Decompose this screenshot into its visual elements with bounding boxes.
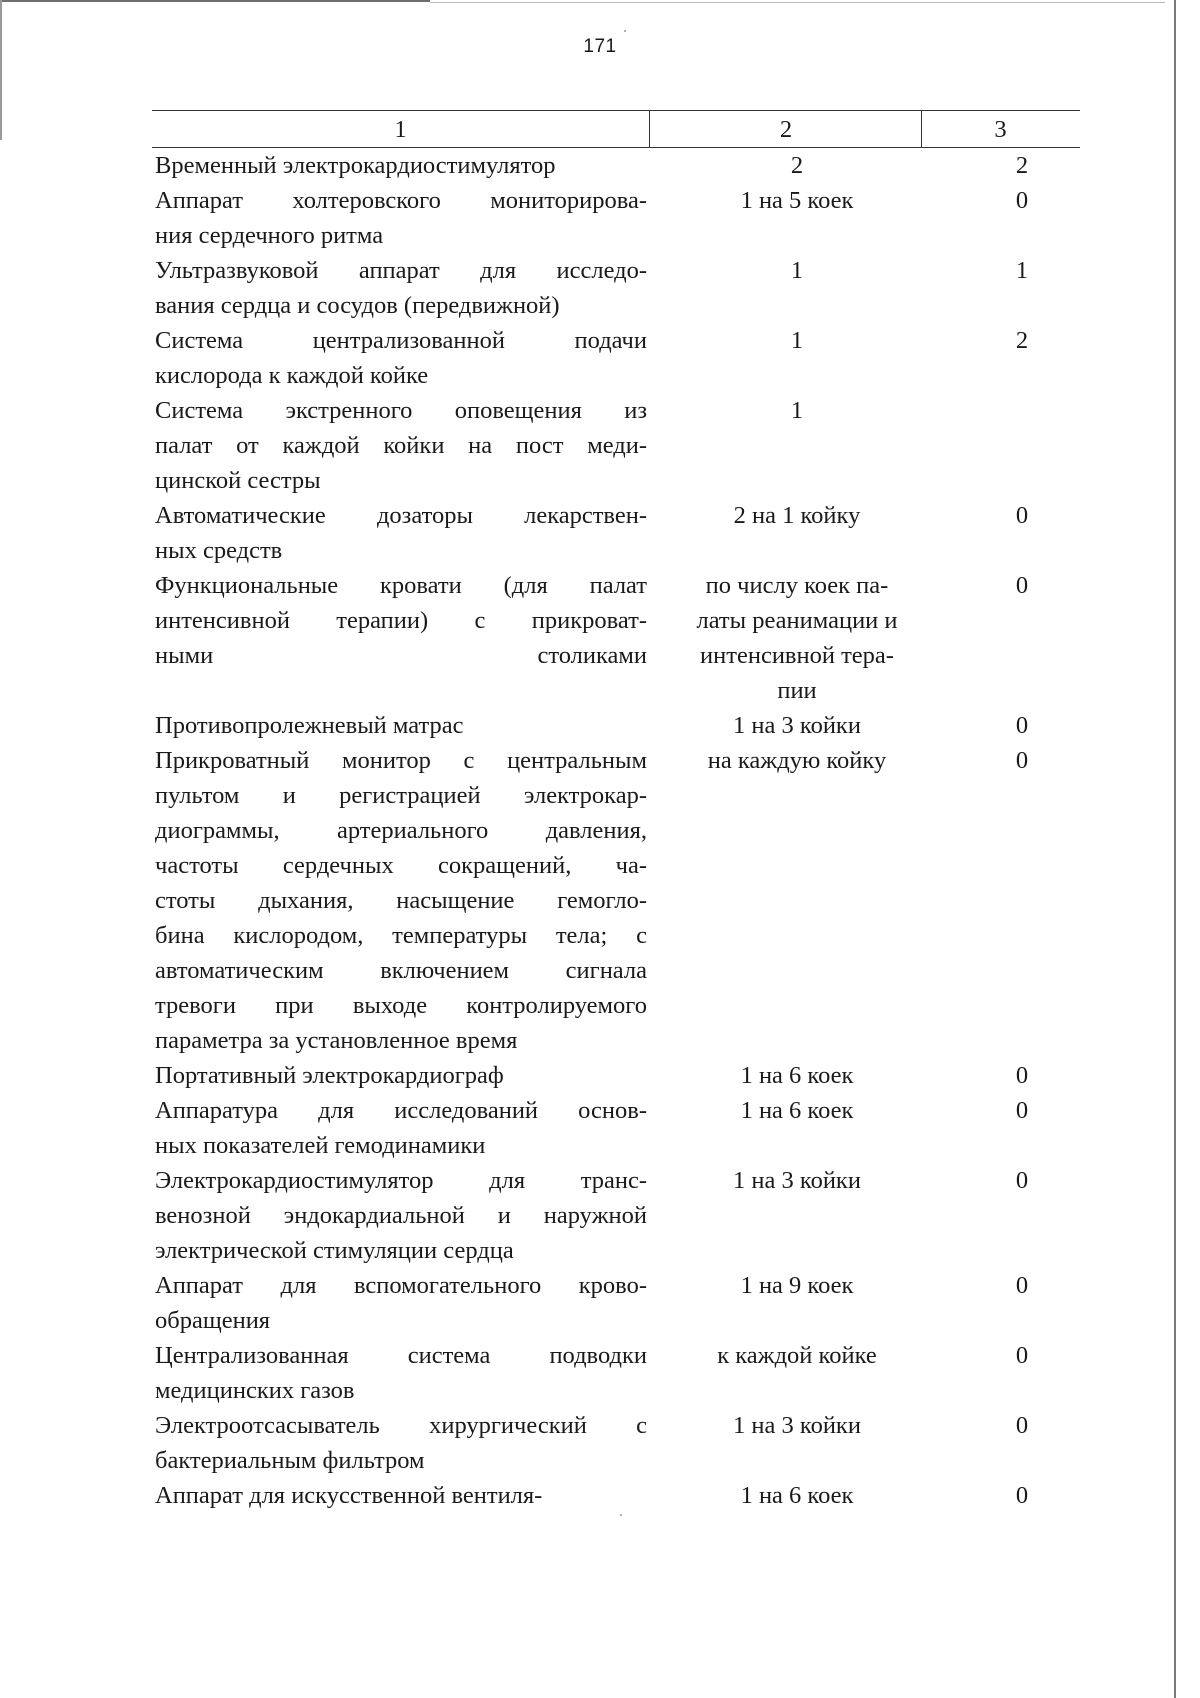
value-cell: 0 bbox=[1015, 1097, 1029, 1124]
table-header-row bbox=[152, 110, 1080, 148]
standard-cell: 2 bbox=[790, 152, 804, 179]
equipment-name-line: палат от каждой койки на пост меди- bbox=[155, 432, 647, 459]
standard-line: латы реанимации и bbox=[696, 607, 898, 634]
standard-cell: 1 на 3 койки bbox=[733, 712, 861, 739]
equipment-name-line: бактериальным фильтром bbox=[155, 1447, 425, 1474]
standard-cell: 1 bbox=[790, 327, 804, 354]
standard-cell: 2 на 1 койку bbox=[733, 502, 861, 529]
table-row bbox=[155, 1058, 1080, 1093]
table-row bbox=[155, 1478, 1080, 1513]
value-cell: 0 bbox=[1015, 747, 1029, 774]
standard-cell: 1 на 6 коек bbox=[740, 1062, 854, 1089]
table-row bbox=[155, 148, 1080, 183]
equipment-name-line bbox=[155, 673, 647, 708]
value-cell: 2 bbox=[1015, 327, 1029, 354]
equipment-name-line: цинской сестры bbox=[155, 467, 321, 494]
equipment-name-line: Электроотсасыватель хирургический с bbox=[155, 1412, 647, 1439]
table-row bbox=[155, 1163, 1080, 1268]
standard-cell: 1 bbox=[790, 397, 804, 424]
value-cell: 0 bbox=[1015, 502, 1029, 529]
standard-cell: 1 на 6 коек bbox=[740, 1482, 854, 1509]
equipment-name-line: Аппарат холтеровского мониторирова- bbox=[155, 187, 647, 214]
standard-cell: 1 на 9 коек bbox=[740, 1272, 854, 1299]
equipment-name-line: параметра за установленное время bbox=[155, 1027, 518, 1054]
value-cell: 0 bbox=[1015, 1062, 1029, 1089]
table-body bbox=[155, 148, 1080, 1513]
equipment-name-line: обращения bbox=[155, 1307, 271, 1334]
table-row bbox=[155, 498, 1080, 568]
standard-line: пии bbox=[777, 677, 817, 704]
equipment-name-cell bbox=[155, 1268, 647, 1338]
table-row bbox=[155, 708, 1080, 743]
scan-speck bbox=[620, 1514, 622, 1516]
standard-cell: 1 bbox=[790, 257, 804, 284]
equipment-name-line: электрической стимуляции сердца bbox=[155, 1237, 514, 1264]
table-row bbox=[155, 743, 1080, 1058]
table-row bbox=[155, 1093, 1080, 1163]
equipment-name-line: Централизованная система подводки bbox=[155, 1342, 647, 1369]
equipment-name-line: кислорода к каждой койке bbox=[155, 362, 429, 389]
equipment-name-cell bbox=[155, 1408, 647, 1478]
equipment-name-cell bbox=[155, 1058, 647, 1093]
equipment-name-line: Автоматические дозаторы лекарствен- bbox=[155, 502, 647, 529]
equipment-name-cell bbox=[155, 1338, 647, 1408]
equipment-name-cell bbox=[155, 323, 647, 393]
equipment-name-line: стоты дыхания, насыщение гемогло- bbox=[155, 887, 647, 914]
value-cell: 0 bbox=[1015, 1412, 1029, 1439]
equipment-name-cell bbox=[155, 148, 647, 183]
equipment-name-line: Система экстренного оповещения из bbox=[155, 397, 647, 424]
equipment-name-cell bbox=[155, 1478, 647, 1513]
table-row bbox=[155, 1338, 1080, 1408]
value-cell: 0 bbox=[1015, 1272, 1029, 1299]
scan-edge-top-faint bbox=[430, 2, 1165, 3]
value-cell: 0 bbox=[1015, 1342, 1029, 1369]
table-row bbox=[155, 1268, 1080, 1338]
table-row bbox=[155, 568, 1080, 708]
equipment-name-cell bbox=[155, 393, 647, 498]
equipment-name-cell bbox=[155, 498, 647, 568]
standard-cell: 1 на 3 койки bbox=[733, 1167, 861, 1194]
table-row bbox=[155, 1408, 1080, 1478]
equipment-name-line: Система централизованной подачи bbox=[155, 327, 647, 354]
scan-edge-right bbox=[1174, 0, 1176, 1698]
standard-line: по числу коек па- bbox=[705, 572, 889, 599]
scan-edge-left bbox=[0, 0, 2, 140]
equipment-name-line: венозной эндокардиальной и наружной bbox=[155, 1202, 647, 1229]
equipment-name-cell bbox=[155, 743, 647, 1058]
equipment-name-cell bbox=[155, 1093, 647, 1163]
standard-cell: 1 на 3 койки bbox=[733, 1412, 861, 1439]
equipment-name-line: Аппарат для искусственной вентиля- bbox=[155, 1482, 543, 1509]
standard-line: интенсивной тера- bbox=[700, 642, 894, 669]
equipment-name-line: Временный электрокардиостимулятор bbox=[155, 152, 556, 179]
equipment-name-line: Портативный электрокардиограф bbox=[155, 1062, 504, 1089]
equipment-name-line: тревоги при выходе контролируемого bbox=[155, 992, 647, 1019]
standard-cell: 1 на 6 коек bbox=[740, 1097, 854, 1124]
equipment-name-line: Прикроватный монитор с центральным bbox=[155, 747, 647, 774]
equipment-name-line: интенсивной терапии) с прикроват- bbox=[155, 607, 647, 634]
equipment-name-line: Аппарат для вспомогательного крово- bbox=[155, 1272, 647, 1299]
equipment-name-cell bbox=[155, 183, 647, 253]
table-row bbox=[155, 253, 1080, 323]
value-cell: 0 bbox=[1015, 712, 1029, 739]
equipment-table bbox=[155, 110, 1080, 1513]
equipment-name-cell bbox=[155, 708, 647, 743]
page-number: 171 bbox=[583, 36, 617, 57]
equipment-name-line: ния сердечного ритма bbox=[155, 222, 384, 249]
equipment-name-line: Противопролежневый матрас bbox=[155, 712, 464, 739]
equipment-name-line: автоматическим включением сигнала bbox=[155, 957, 647, 984]
standard-cell: 1 на 5 коек bbox=[740, 187, 854, 214]
table-row bbox=[155, 323, 1080, 393]
equipment-name-line: диограммы, артериального давления, bbox=[155, 817, 647, 844]
equipment-name-cell bbox=[155, 1163, 647, 1268]
table-row bbox=[155, 183, 1080, 253]
equipment-name-line: медицинских газов bbox=[155, 1377, 355, 1404]
equipment-name-line: пультом и регистрацией электрокар- bbox=[155, 782, 647, 809]
standard-cell bbox=[647, 568, 947, 708]
value-cell: 0 bbox=[1015, 572, 1029, 599]
value-cell: 0 bbox=[1015, 187, 1029, 214]
equipment-name-line: бина кислородом, температуры тела; с bbox=[155, 922, 647, 949]
standard-cell: на каждую койку bbox=[707, 747, 887, 774]
value-cell: 0 bbox=[1015, 1482, 1029, 1509]
value-cell: 2 bbox=[1015, 152, 1029, 179]
equipment-name-line: ными столиками bbox=[155, 642, 647, 669]
value-cell: 1 bbox=[1015, 257, 1029, 284]
equipment-name-line: частоты сердечных сокращений, ча- bbox=[155, 852, 647, 879]
equipment-name-line: вания сердца и сосудов (передвижной) bbox=[155, 292, 560, 319]
equipment-name-cell bbox=[155, 568, 647, 708]
equipment-name-line: ных показателей гемодинамики bbox=[155, 1132, 486, 1159]
standard-cell: к каждой койке bbox=[717, 1342, 877, 1369]
table-row bbox=[155, 393, 1080, 498]
equipment-name-line: Ультразвуковой аппарат для исследо- bbox=[155, 257, 647, 284]
scan-edge-top bbox=[0, 0, 430, 2]
equipment-name-cell bbox=[155, 253, 647, 323]
equipment-name-line: Аппаратура для исследований основ- bbox=[155, 1097, 647, 1124]
column-header-2: 2 bbox=[651, 111, 922, 147]
column-header-3: 3 bbox=[994, 116, 1007, 143]
scan-speck bbox=[624, 30, 626, 32]
equipment-name-line: Функциональные кровати (для палат bbox=[155, 572, 647, 599]
equipment-name-line: ных средств bbox=[155, 537, 283, 564]
equipment-name-line: Электрокардиостимулятор для транс- bbox=[155, 1167, 647, 1194]
value-cell: 0 bbox=[1015, 1167, 1029, 1194]
column-header-1: 1 bbox=[152, 111, 650, 147]
